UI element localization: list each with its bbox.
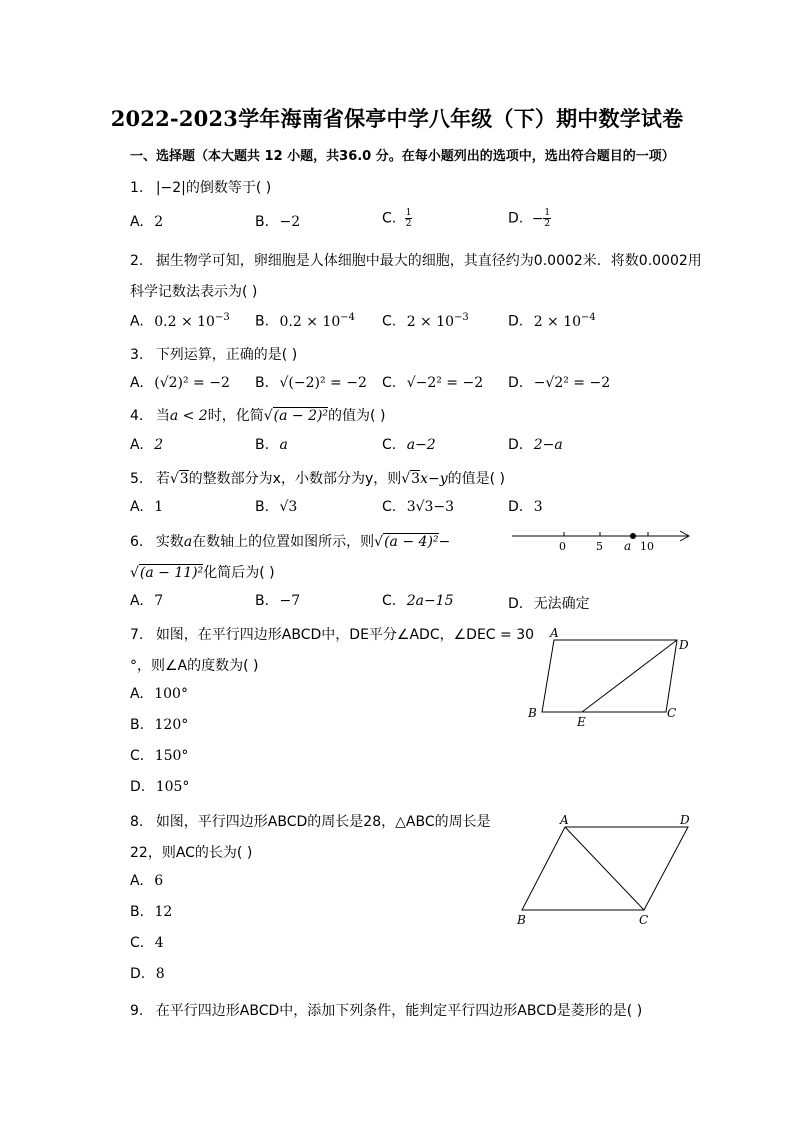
q5-option-d[interactable] <box>508 499 543 515</box>
option-label: D. <box>508 313 524 330</box>
option-text: 6 <box>154 873 164 889</box>
sqrt-sign: √ <box>401 471 411 487</box>
question-5 <box>130 468 505 488</box>
question-number: 7. <box>130 627 144 643</box>
question-2 <box>130 250 702 270</box>
question-number: 4. <box>130 408 144 424</box>
option-label: D. <box>130 779 146 795</box>
question-number: 3. <box>130 347 144 363</box>
option-exponent: −3 <box>454 312 469 323</box>
option-text: 12 <box>154 904 173 920</box>
option-exponent: −3 <box>214 312 230 323</box>
option-label: A. <box>130 593 144 609</box>
vertex-label-a: A <box>550 626 559 640</box>
q1-option-b[interactable] <box>255 214 300 230</box>
q5-option-b[interactable] <box>255 499 297 515</box>
tick-label-5: 5 <box>596 540 603 553</box>
option-label: B. <box>255 593 270 609</box>
question-4 <box>130 405 385 425</box>
option-label: A. <box>130 375 144 391</box>
q1-option-d[interactable] <box>508 208 551 229</box>
segment-de <box>582 640 677 712</box>
q1-option-a[interactable] <box>130 214 163 230</box>
question-stem: 如图，在平行四边形ABCD中，DE平分∠ADC，∠DEC = 30 <box>155 627 535 643</box>
q5-option-c[interactable] <box>382 499 454 515</box>
sqrt-sign: √ <box>374 534 384 550</box>
option-label: A. <box>130 499 144 515</box>
question-8-line-2: 22，则AC的长为( ) <box>130 845 253 861</box>
fraction-denominator: 2 <box>405 219 412 229</box>
option-label: D. <box>130 966 146 982</box>
option-text: 无法确定 <box>533 596 590 612</box>
question-number: 2. <box>130 253 144 269</box>
option-text: 105° <box>155 779 190 795</box>
option-label: D. <box>508 437 524 453</box>
vertex-label-d: D <box>679 638 689 652</box>
q7-option-c[interactable] <box>130 748 188 764</box>
vertex-label-b: B <box>528 706 537 720</box>
question-stem: |−2|的倒数等于( ) <box>155 180 272 196</box>
q4-option-c[interactable] <box>382 437 436 453</box>
option-label: B. <box>130 904 145 920</box>
option-base: 0.2 × 10 <box>154 313 215 330</box>
q8-option-d[interactable] <box>130 966 165 982</box>
option-text: √−2² = −2 <box>406 375 484 391</box>
q6-option-d[interactable] <box>508 593 590 613</box>
option-label: B. <box>255 375 270 391</box>
option-label: B. <box>130 717 145 733</box>
q5-option-a[interactable] <box>130 499 163 515</box>
question-number: 8. <box>130 814 144 830</box>
option-label: B. <box>255 313 270 330</box>
option-text: −√2² = −2 <box>533 375 611 391</box>
question-stem: 当 <box>155 408 170 424</box>
question-stem: 的值是( ) <box>447 471 505 487</box>
question-6-line-2 <box>130 562 275 582</box>
question-number: 9. <box>130 1003 144 1019</box>
option-label: A. <box>130 214 144 230</box>
option-text: 2−a <box>533 437 563 453</box>
parallelogram-figure-q8 <box>512 810 698 930</box>
option-text: 2 <box>154 214 164 230</box>
option-label: D. <box>508 499 524 515</box>
q2-option-b[interactable] <box>255 312 355 330</box>
question-8 <box>130 811 491 831</box>
math-variable: a <box>183 534 193 550</box>
q8-option-b[interactable] <box>130 904 172 920</box>
question-stem: 据生物学可知，卵细胞是人体细胞中最大的细胞，其直径约为0.0002米．将数0.0002用 <box>155 253 702 269</box>
parallelogram-figure-q7 <box>522 624 698 732</box>
option-label: D. <box>508 596 524 612</box>
option-text: a <box>279 437 288 453</box>
question-9 <box>130 1000 642 1020</box>
option-text: −2 <box>279 214 301 230</box>
q4-option-d[interactable] <box>508 437 563 453</box>
question-stem: 实数 <box>155 534 184 550</box>
radicand: 3 <box>411 471 421 487</box>
option-text: 100° <box>154 686 188 702</box>
q1-option-c[interactable] <box>382 208 412 229</box>
vertex-label-e: E <box>577 715 586 729</box>
option-text: √(−2)² = −2 <box>279 375 367 391</box>
q2-option-d[interactable] <box>508 312 596 330</box>
q6-option-b[interactable] <box>255 593 300 609</box>
q3-option-a[interactable] <box>130 375 230 391</box>
vertex-label-a: A <box>560 813 569 827</box>
tick-label-0: 0 <box>559 540 566 553</box>
option-label: B. <box>255 214 270 230</box>
option-text: 8 <box>155 966 165 982</box>
question-1 <box>130 177 271 197</box>
q6-option-a[interactable] <box>130 593 163 609</box>
option-label: C. <box>130 748 145 764</box>
section-heading: 一、选择题（本大题共 12 小题，共36.0 分。在每小题列出的选项中，选出符合题目的一项） <box>130 149 675 164</box>
option-text: 2a−15 <box>406 593 454 609</box>
q3-option-d[interactable] <box>508 375 610 391</box>
option-label: C. <box>382 437 397 453</box>
option-text: 3 <box>533 499 543 515</box>
q7-option-d[interactable] <box>130 779 189 795</box>
option-text: √3 <box>279 499 298 515</box>
q4-option-a[interactable] <box>130 437 163 453</box>
option-label: C. <box>382 375 397 391</box>
option-label: D. <box>508 210 524 227</box>
q6-option-c[interactable] <box>382 593 454 609</box>
vertex-label-d: D <box>680 813 690 827</box>
fraction-denominator: 2 <box>544 219 551 229</box>
option-base: 0.2 × 10 <box>279 313 341 330</box>
page-title: 2022-2023学年海南省保亭中学八年级（下）期中数学试卷 <box>110 106 684 131</box>
minus-sign: − <box>531 210 544 227</box>
option-label: C. <box>382 499 397 515</box>
option-label: C. <box>382 313 397 330</box>
diagonal-ac <box>565 827 644 910</box>
fraction <box>405 208 413 229</box>
question-number: 5. <box>130 471 144 487</box>
question-number: 1. <box>130 180 144 196</box>
option-label: A. <box>130 313 144 330</box>
q7-option-b[interactable] <box>130 717 188 733</box>
sqrt-sign: √ <box>130 565 139 581</box>
radicand: 3 <box>179 471 189 487</box>
vertex-label-c: C <box>667 706 677 720</box>
tick-label-10: 10 <box>640 540 654 553</box>
vertex-label-b: B <box>517 913 526 927</box>
q3-option-b[interactable] <box>255 375 367 391</box>
option-exponent: −4 <box>340 312 355 323</box>
option-label: A. <box>130 686 144 702</box>
question-stem: 若 <box>155 471 170 487</box>
question-7-line-2: °，则∠A的度数为( ) <box>130 658 259 674</box>
option-base: 2 × 10 <box>533 313 582 330</box>
question-7 <box>130 624 534 644</box>
question-6 <box>130 531 450 551</box>
question-stem: 如图，平行四边形ABCD的周长是28，△ABC的周长是 <box>155 814 491 830</box>
number-line-figure <box>510 526 694 554</box>
option-label: C. <box>382 593 397 609</box>
sqrt-sign: √ <box>263 408 273 424</box>
radicand: (a − 4)² <box>384 534 439 550</box>
option-text: 150° <box>154 748 189 764</box>
question-2-line-2: 科学记数法表示为( ) <box>130 284 258 300</box>
question-stem: 时，化简 <box>207 408 264 424</box>
question-stem: 在平行四边形ABCD中，添加下列条件，能判定平行四边形ABCD是菱形的是( ) <box>155 1003 643 1019</box>
option-text: 1 <box>154 499 164 515</box>
question-stem: 的值为( ) <box>328 408 386 424</box>
question-stem: 在数轴上的位置如图所示，则 <box>192 534 375 550</box>
parallelogram-abcd <box>542 640 677 712</box>
option-label: B. <box>255 499 270 515</box>
radicand: (a − 2)² <box>273 408 329 424</box>
q8-option-c[interactable] <box>130 935 164 951</box>
q4-option-b[interactable] <box>255 437 288 453</box>
sqrt-sign: √ <box>169 471 179 487</box>
q3-option-c[interactable] <box>382 375 483 391</box>
option-exponent: −4 <box>581 312 596 323</box>
option-text: a−2 <box>406 437 436 453</box>
math-expression: a < 2 <box>169 408 208 424</box>
option-text: (√2)² = −2 <box>154 375 230 391</box>
math-expression: x−y <box>420 471 448 487</box>
tick-label-a: a <box>624 539 632 553</box>
option-text: 4 <box>154 935 164 951</box>
question-stem: 下列运算，正确的是( ) <box>155 347 298 363</box>
option-label: C. <box>382 210 397 227</box>
vertex-label-c: C <box>639 913 649 927</box>
fraction <box>543 208 551 229</box>
q7-option-a[interactable] <box>130 686 188 702</box>
q8-option-a[interactable] <box>130 873 163 889</box>
option-label: B. <box>255 437 270 453</box>
question-stem: 的整数部分为x，小数部分为y，则 <box>188 471 402 487</box>
option-label: D. <box>508 375 524 391</box>
option-text: 2 <box>154 437 164 453</box>
option-base: 2 × 10 <box>406 313 455 330</box>
option-text: 7 <box>154 593 164 609</box>
radicand: (a − 11)² <box>139 565 204 581</box>
q2-option-a[interactable] <box>130 312 230 330</box>
minus-sign: − <box>438 534 451 550</box>
option-text: −7 <box>279 593 301 609</box>
option-label: A. <box>130 873 144 889</box>
fraction-numerator: 1 <box>405 208 412 218</box>
q2-option-c[interactable] <box>382 312 469 330</box>
question-3 <box>130 344 297 364</box>
question-number: 6. <box>130 534 144 550</box>
option-text: 120° <box>154 717 189 733</box>
question-stem: 化简后为( ) <box>203 565 275 581</box>
option-label: C. <box>130 935 145 951</box>
option-label: A. <box>130 437 144 453</box>
option-text: 3√3−3 <box>406 499 455 515</box>
fraction-numerator: 1 <box>544 208 551 218</box>
